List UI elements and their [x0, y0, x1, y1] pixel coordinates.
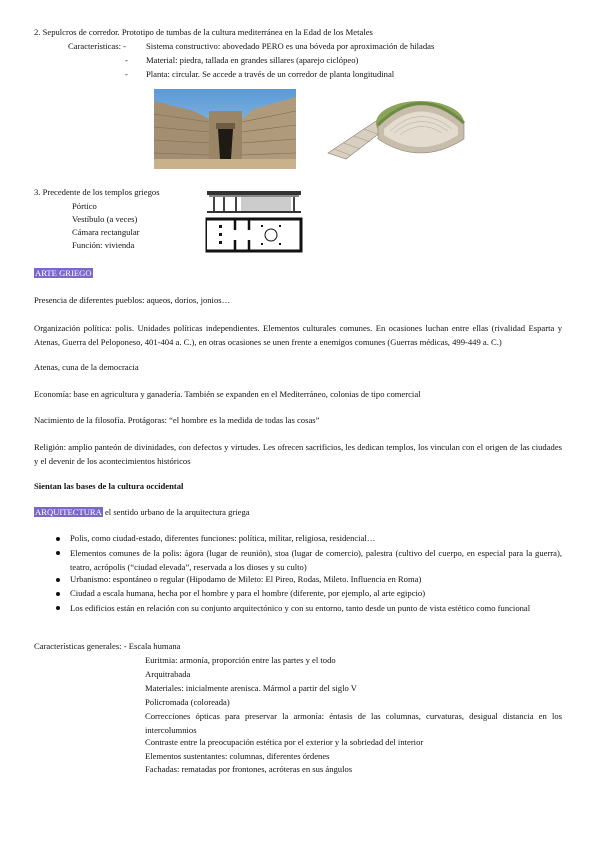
bullet-icon [56, 537, 60, 541]
bullet-icon [56, 578, 60, 582]
temple-precedent-item: Vestíbulo (a veces) [72, 214, 138, 224]
tomb-feature-material: Material: piedra, tallada en grandes sillares (aparejo ciclópeo) [146, 55, 359, 65]
temple-precedent-item: Cámara rectangular [72, 227, 140, 237]
temple-precedent-item: Función: vivienda [72, 240, 135, 250]
generales-item: Contraste entre la preocupación estética por el exterior y la sobriedad del interior [145, 737, 424, 747]
tholos-tomb-photo [154, 89, 296, 169]
bullet-item: Ciudad a escala humana, hecha por el hombre y para el hombre (diferente, por ejemplo, al arte egipcio) [70, 588, 426, 598]
arte-griego-heading: ARTE GRIEGO [35, 268, 92, 278]
bullet-icon [56, 551, 60, 555]
paragraph-organizacion: Organización política: polis. Unidades políticas independientes. Elementos culturales comunes. En ocasiones luchan entre ellas (rivalidad Esparta y Atenas, Guerra del Peloponeso, 401-404 a. C.), en otras ocasiones se unen frente a enemigos comunes (Guerras médicas, 499-449 a. C.) [34, 323, 562, 347]
temple-precedent-item: Pórtico [72, 201, 97, 211]
tomb-feature-plan: Planta: circular. Se accede a través de un corredor de planta longitudinal [146, 69, 395, 79]
paragraph-economia: Economía: base en agricultura y ganadería. También se expanden en el Mediterráneo, colonias de tipo comercial [34, 389, 421, 399]
bullet-icon [56, 592, 60, 596]
paragraph-bases: Sientan las bases de la cultura occidental [34, 481, 184, 491]
generales-item: Arquitrabada [145, 669, 191, 679]
generales-item: Fachadas: rematadas por frontones, acróteras en sus ángulos [145, 764, 353, 774]
characteristics-label: Características: - [68, 41, 126, 51]
generales-label: Características generales: - Escala humana [34, 641, 181, 651]
bullet-item: Los edificios están en relación con su conjunto arquitectónico y con su entorno, tanto desde un punto de vista estético como funcional [70, 603, 531, 613]
generales-item: Euritmia: armonía, proporción entre las partes y el todo [145, 655, 336, 665]
paragraph-atenas: Atenas, cuna de la democracia [34, 362, 139, 372]
dash: - [125, 69, 128, 79]
generales-item: Materiales: inicialmente arenisca. Mármol a partir del siglo V [145, 683, 357, 693]
bullet-item: Urbanismo: espontáneo o regular (Hipodamo de Mileto: El Pireo, Rodas, Mileto. Influencia en Roma) [70, 574, 422, 584]
arquitectura-heading: ARQUITECTURA el sentido urbano de la arquitectura griega [35, 507, 250, 517]
section-2-title: 2. Sepulcros de corredor. Prototipo de tumbas de la cultura mediterránea en la Edad de los Metales [34, 27, 373, 37]
megaron-plan-drawing [205, 217, 303, 253]
bullet-item: Elementos comunes de la polis: ágora (lugar de reunión), stoa (lugar de comercio), palestra (cultivo del cuerpo, en especial para la guerra), teatro, acrópolis (“ciudad elevada”, reservada a los dioses y su culto) [70, 548, 562, 572]
bullet-item: Polis, como ciudad-estado, diferentes funciones: política, militar, religiosa, residencial… [70, 533, 376, 543]
paragraph-pueblos: Presencia de diferentes pueblos: aqueos, dorios, jonios… [34, 295, 231, 305]
bullet-icon [56, 606, 60, 610]
dash: - [125, 55, 128, 65]
generales-item: Correcciones ópticas para preservar la armonía: éntasis de las columnas, curvaturas, desigual distancia en los intercolumnios [145, 711, 562, 735]
generales-item: Elementos sustentantes: columnas, diferentes órdenes [145, 751, 330, 761]
tholos-cutaway-drawing [320, 89, 470, 171]
paragraph-filosofia: Nacimiento de la filosofía. Protágoras: “el hombre es la medida de todas las cosas” [34, 415, 320, 425]
tomb-feature-construction: Sistema constructivo: abovedado PERO es una bóveda por aproximación de hiladas [146, 41, 435, 51]
section-3-title: 3. Precedente de los templos griegos [34, 187, 160, 197]
megaron-elevation-drawing [205, 187, 303, 213]
generales-item: Policromada (coloreada) [145, 697, 230, 707]
paragraph-religion: Religión: amplio panteón de divinidades, con defectos y virtudes. Les ofrecen sacrificios, les dedican templos, los vinculan con el origen de las ciudades y el devenir de los acontecimientos históricos [34, 442, 562, 466]
